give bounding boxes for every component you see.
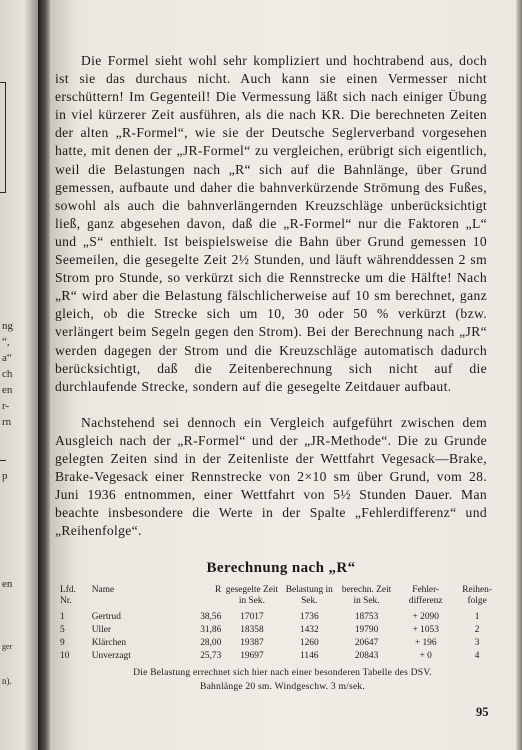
table-header-row [58, 585, 498, 611]
header-fehler: Fehler-differenz [408, 585, 443, 606]
cell-name: Klärchen [91, 638, 127, 648]
cell-nr: 5 [60, 625, 65, 635]
facing-page [0, 0, 40, 750]
header-reihe: Reihen-folge [462, 585, 492, 606]
calculation-table [58, 585, 498, 663]
cell-zeit: 18358 [240, 625, 264, 635]
page-edge [516, 0, 522, 750]
header-name: Name [91, 585, 115, 595]
cell-r: 28,00 [200, 638, 222, 648]
cell-name: Gertrud [91, 612, 121, 622]
table-row [58, 611, 498, 624]
header-nr: Lfd. Nr. [60, 585, 76, 606]
cell-berechn: 20843 [354, 651, 379, 661]
cell-berechn: 19790 [354, 625, 379, 635]
table-title: Berechnung nach „R“ [206, 560, 356, 576]
table-row [58, 637, 498, 650]
cell-belastung: 1432 [299, 625, 319, 635]
facing-page-fragment: ger [2, 642, 13, 651]
cell-nr: 10 [60, 651, 70, 661]
cell-zeit: 17017 [240, 612, 264, 622]
facing-page-rule [0, 192, 6, 193]
header-zeit: gesegelte Zeit in Sek. [225, 585, 279, 606]
cell-r: 38,56 [200, 612, 222, 622]
book-page [50, 0, 522, 750]
cell-belastung: 1736 [299, 612, 319, 622]
table-note: Die Belastung errechnet sich hier nach einer besonderen Tabelle des DSV. [133, 667, 432, 678]
cell-r: 25,73 [200, 651, 222, 661]
header-berechn: berechn. Zeit in Sek. [341, 585, 392, 606]
cell-fehler: + 0 [419, 651, 432, 661]
cell-fehler: + 1053 [412, 625, 439, 635]
cell-zeit: 19697 [240, 651, 264, 661]
facing-page-fragment: r- [2, 400, 10, 412]
cell-belastung: 1146 [300, 651, 319, 661]
cell-berechn: 20647 [354, 638, 379, 648]
facing-page-fragment: en [2, 384, 13, 396]
facing-page-fragment: en [2, 578, 13, 590]
cell-name: Unverzagt [91, 651, 131, 661]
cell-fehler: + 2090 [412, 612, 439, 622]
table-row [58, 624, 498, 637]
facing-page-rule [0, 460, 6, 461]
header-r: R [215, 585, 222, 595]
cell-belastung: 1260 [299, 638, 319, 648]
facing-page-fragment: rn [2, 416, 12, 428]
cell-nr: 1 [60, 612, 65, 622]
cell-reihe: 4 [474, 651, 480, 661]
page-number: 95 [476, 705, 489, 719]
paragraph: Nachstehend sei dennoch ein Vergleich aufgeführt zwischen dem Ausgleich nach der „R-Formel“ und der „JR-Methode“. Die zu Grunde gelegten Zeiten sind in der Zeitenliste der Wettfahrt Vegesack—Brake, Brake-Vegesack einer Rennstrecke von 2×10 sm über Grund, vom 28. Juni 1936 entnommen, einer Wettfahrt von 5½ Stunden Dauer. Man beachte insbesondere die Werte in der Spalte „Fehlerdifferenz“ und „Reihenfolge“. [55, 414, 487, 539]
facing-page-fragment: a“ [2, 352, 12, 364]
cell-reihe: 1 [474, 612, 480, 622]
facing-page-fragment: p [2, 470, 8, 482]
facing-page-fragment: n). [2, 676, 12, 686]
facing-page-fragment: “, [2, 336, 10, 348]
cell-nr: 9 [60, 638, 65, 648]
facing-page-rule [5, 82, 6, 192]
cell-r: 31,86 [200, 625, 222, 635]
header-belastung: Belastung in Sek. [285, 585, 333, 606]
facing-page-fragment: ng [2, 320, 13, 332]
paragraph: Die Formel sieht wohl sehr kompliziert und hochtrabend aus, doch ist sie das durchaus nicht. Auch kann sie einen Vermesser nicht erschüttern! Im Gegenteil! Die Vermessung läßt sich nach einiger Übung in viel kürzerer Zeit ausführen, als die nach KR. Die berechneten Zeiten der alten „R-Formel“, wie sie der Deutsche Seglerverband vorgesehen hatte, mit denen der „JR-Formel“ zu vergleichen, erübrigt sich eigentlich, weil die Belastungen nach „R“ sich auf die Bahnlänge, über Grund gemessen, aufbaute und daher die bahnverkürzende Strömung des Fußes, sowohl als auch die bahnverlängernden Kreuzschläge unberücksichtigt ließ, ganz abgesehen davon, daß die „R-Formel“ nur die Faktoren „L“ und „S“ enthielt. Ist beispielsweise die Bahn über Grund gemessen 10 Seemeilen, die gesegelte Zeit 2½ Stunden, und läuft währenddessen 2 sm Strom pro Stunde, so verkürzt sich die Rennstrecke um die Hälfte! Nach „R“ wird aber die Belastung fälschlicherweise auf 10 sm berechnet, ganz gleich, ob die Strecke sich um 10, 30 oder 50 % verkürzt (bzw. verlängert beim Segeln gegen den Strom). Bei der Berechnung nach „JR“ werden dagegen der Strom und die Kreuzschläge automatisch dadurch berücksichtigt, daß die Zeitenberechnung sich nicht auf die durchlaufende Strecke, sondern auf die gesegelte Zeitdauer aufbaut. [55, 53, 487, 394]
cell-fehler: + 196 [414, 638, 437, 648]
body-text [55, 52, 487, 540]
cell-zeit: 19387 [240, 638, 264, 648]
table-note: Bahnlänge 20 sm. Windgeschw. 3 m/sek. [199, 681, 366, 692]
cell-berechn: 18753 [354, 612, 379, 622]
cell-reihe: 2 [474, 625, 480, 635]
cell-name: Uller [91, 625, 112, 635]
cell-reihe: 3 [474, 638, 480, 648]
facing-page-fragment: ch [2, 368, 13, 380]
table-row [58, 650, 498, 663]
